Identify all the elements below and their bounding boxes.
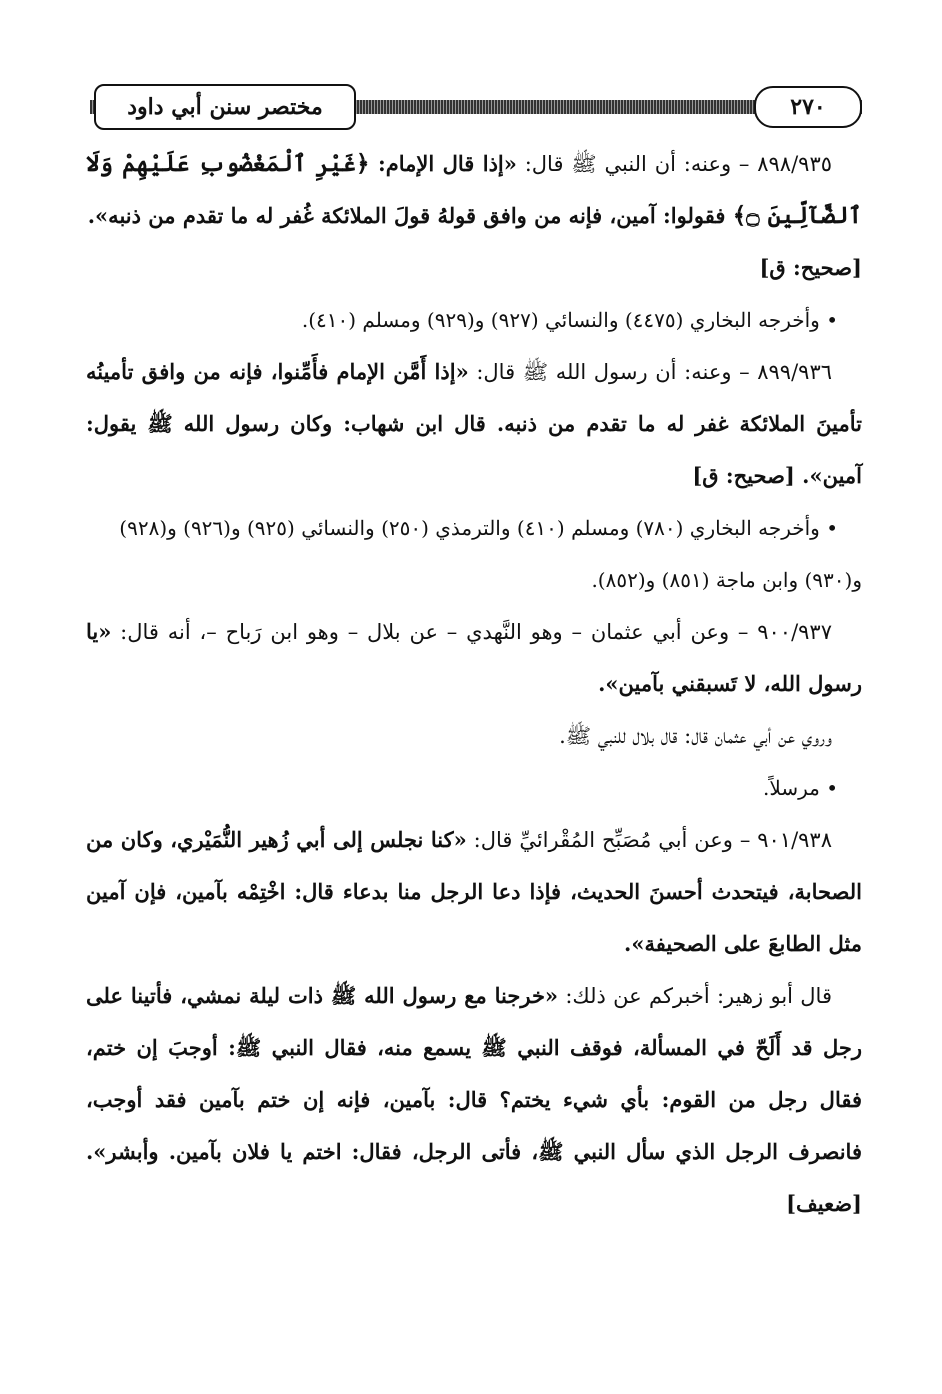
page-body (86, 138, 862, 1230)
hadith-matn: «إذا قال الإمام: (369, 151, 517, 176)
takhrij-note: • وأخرجه البخاري (٧٨٠) ومسلم (٤١٠) والترمذي (٢٥٠) والنسائي (٩٢٥) و(٩٢٦) و(٩٢٨) و(٩٣٠) وابن ماجة (٨٥١) و(٨٥٢). (119, 516, 862, 592)
hadith-intro: – وعنه: أن رسول الله ﷺ قال: (468, 360, 758, 384)
hadith-938 (86, 814, 862, 970)
quran-verse: ﴿غَيْرِ ٱلْمَغْضُوبِ عَلَيْهِمْ وَلَا ٱلضَّآلِّينَ ۝﴾ (86, 150, 862, 229)
book-title: مختصر سنن أبي داود (94, 84, 356, 130)
hadith-937 (86, 606, 862, 710)
hadith-number: ٨٩٨/٩٣٥ (757, 152, 833, 176)
hadith-matn: «كنا نجلس إلى أبي زُهير النُّمَيْري، وكان من الصحابة، فيتحدث أحسنَ الحديث، فإذا دعا الرجل منا بدعاء قال: اخْتِمْه بآمين، فإن آمين مثل الطابعَ على الصحيفة». (86, 827, 862, 956)
hadith-936 (86, 346, 862, 502)
continuation-matn: «خرجنا مع رسول الله ﷺ ذات ليلة نمشي، فأتينا على رجل قد أَلَحّ في المسألة، فوقف النبي ﷺ يسمع منه، فقال النبي ﷺ: أوجبَ إن ختم، فقال رجل من القوم: بأي شيء يختم؟ قال: بآمين، فإنه إن ختم بآمين فقد أوجب، فانصرف الرجل الذي سأل النبي ﷺ، فأتى الرجل، فقال: اختم يا فلان بآمين. وأبشر». (86, 983, 862, 1164)
hadith-938-continuation (86, 970, 862, 1230)
riwaya-note: وروي عن أبي عثمان قال: قال بلال للنبي ﷺ. (559, 724, 832, 748)
hadith-number: ٩٠٠/٩٣٧ (757, 620, 832, 644)
hadith-grade: [صحيح: ق] (759, 255, 862, 280)
page-number: ٢٧٠ (754, 86, 862, 128)
hadith-matn-cont: فقولوا: آمين، فإنه من وافق قولهُ قولَ الملائكة غُفر له ما تقدم من ذنبه». (87, 203, 733, 228)
continuation-intro: قال أبو زهير: أخبركم عن ذلك: (558, 984, 832, 1008)
hadith-intro: – وعنه: أن النبي ﷺ قال: (516, 152, 758, 176)
takhrij-note: • وأخرجه البخاري (٤٤٧٥) والنسائي (٩٢٧) و(٩٢٩) ومسلم (٤١٠). (301, 308, 838, 332)
hadith-number: ٨٩٩/٩٣٦ (757, 360, 833, 384)
hadith-intro: – وعن أبي مُصَبِّح المُقْرائيِّ قال: (466, 828, 758, 852)
hadith-intro: – وعن أبي عثمان – وهو النَّهدي – عن بلال – وهو ابن رَباح –، أنه قال: (111, 620, 758, 644)
hadith-matn: «إذا أَمَّن الإمام فأَمِّنوا، فإنه من وافق تأمينُه تأمينَ الملائكة غفر له ما تقدم من ذنبه. قال ابن شهاب: وكان رسول الله ﷺ يقول: آمين». [صحيح: ق] (86, 359, 862, 488)
hadith-grade: [ضعيف] (786, 1191, 862, 1216)
hadith-number: ٩٠١/٩٣٨ (757, 828, 832, 852)
running-header (90, 80, 862, 132)
hadith-matn: «يا رسول الله، لا تَسبقني بآمين». (86, 619, 862, 696)
takhrij-note: • مرسلاً. (763, 776, 838, 800)
hadith-935 (86, 138, 862, 242)
